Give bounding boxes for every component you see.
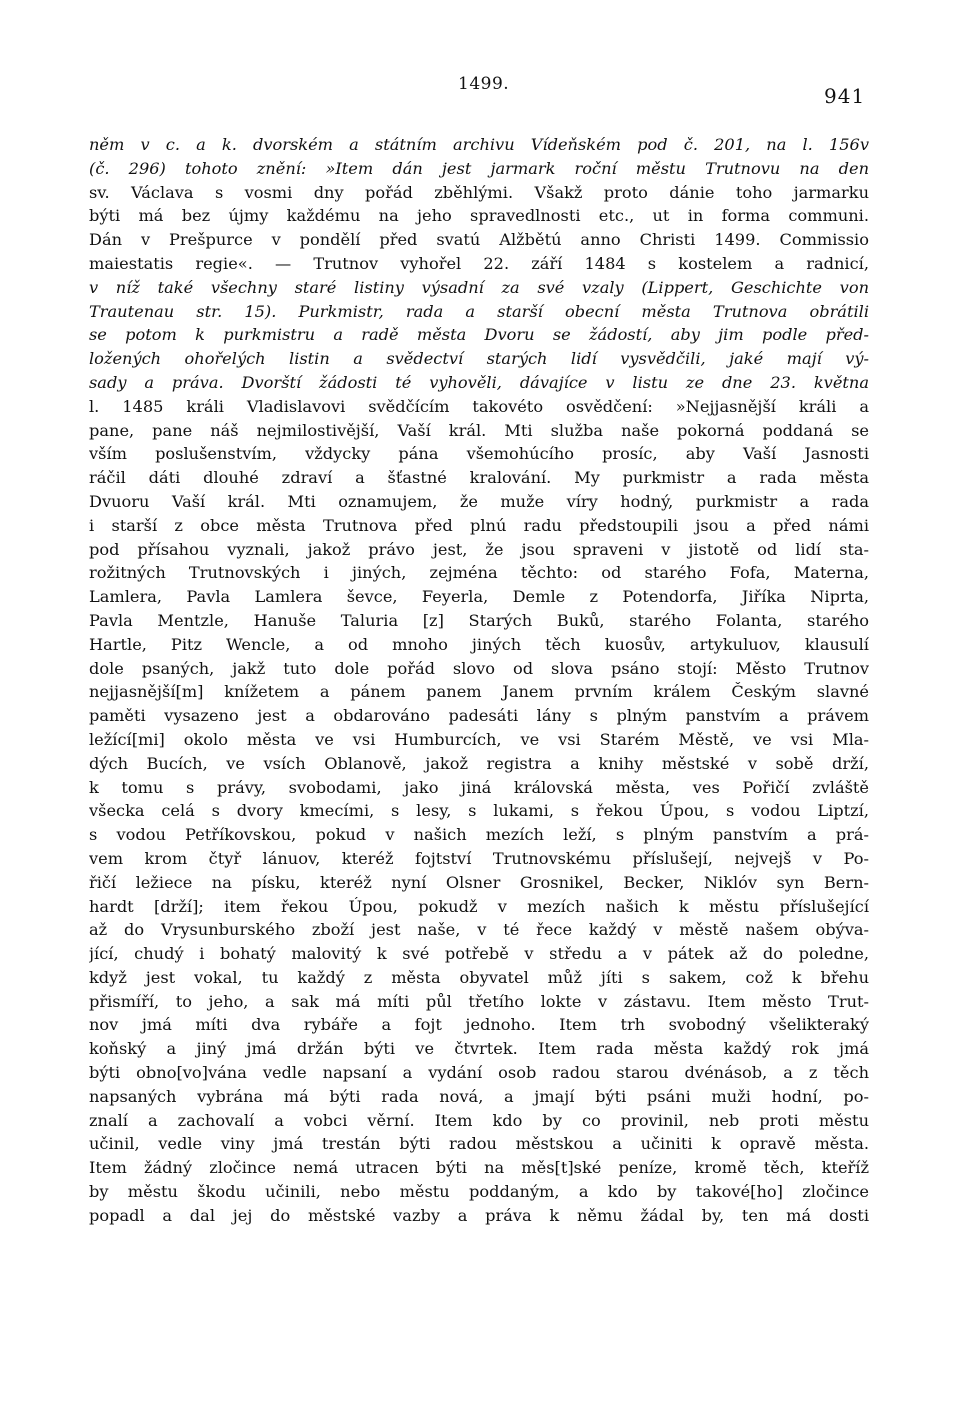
text-line: popadl a dal jej do městské vazby a práva k němu žádal by, ten má dosti [89, 1205, 869, 1225]
text-line: by městu škodu učinili, nebo městu poddaným, a kdo by takové[ho] zločince [89, 1182, 869, 1202]
text-line: něm v c. a k. dvorském a státním archivu Vídeňském pod č. 201, na l. 156v [89, 135, 869, 154]
text-line: vem krom čtyř lánuov, kteréž fojtství Trutnovskému příslušejí, nejvejš v Po- [89, 848, 869, 868]
text-line: pane, pane náš nejmilostivější, Vaší král. Mti službа naše pokorná poddaná se [89, 420, 869, 440]
text-line: (č. 296) tohoto znění: »Item dán jest jarmark roční městu Trutnovu na den [89, 158, 869, 178]
text-line: učinil, vedle viny jmá trestán býti radou městskou a učiniti k opravě města. [89, 1134, 869, 1154]
header-year: 1499. [458, 74, 510, 94]
text-line: Item žádný zločince nemá utracen býti na měs[t]ské peníze, kromě těch, kteříž [89, 1158, 869, 1178]
text-line: vším poslušenstvím, vždycky pána všemohúcího prosíc, aby Vaší Jasnosti [89, 444, 869, 464]
text-line: všecka celá s dvory kmecími, s lesy, s lukami, s řekou Úpou, s vodou Liptzí, [89, 801, 869, 821]
text-line: nejjasnější[m] knížetem a pánem panem Janem prvním králem Českým slavné [89, 682, 869, 702]
text-line: Trautenau str. 15). Purkmistr, rada a starší obecní města Trutnova obrátili [89, 301, 869, 321]
text-line: ložených ohořelých listin a svědectví starých lidí vysvědčili, jaké mají vý- [89, 349, 869, 369]
text-line: hardt [drží]; item řekou Úpou, pokudž v mezích našich k městu příslušející [89, 896, 869, 916]
page-number: 941 [824, 84, 866, 108]
text-line: napsaných vybrána má býti rada nová, a jmají býti psáni muži hodní, po- [89, 1086, 869, 1106]
text-line: nov jmá míti dva rybáře a fojt jednoho. Item trh svobodný všelikteraký [89, 1015, 869, 1035]
text-line: řičí ležiece na písku, kteréž nyní Olsner Grosnikel, Becker, Niklóv syn Bern- [89, 872, 869, 892]
text-line: maiestatis regie«. — Trutnov vyhořel 22. září 1484 s kostelem a radnicí, [89, 253, 869, 273]
text-line: když jest vokal, tu každý z města obyvatel můž jíti s sakem, což k břehu [89, 967, 869, 987]
text-line: s vodou Petříkovskou, pokud v našich mezích leží, s plným panstvím a prá- [89, 825, 869, 845]
text-line: v níž také všechny staré listiny výsadní za své vzaly (Lippert, Geschichte von [89, 277, 869, 297]
text-line: Pavla Mentzle, Hanuše Taluria [z] Starých Buků, starého Folanta, starého [89, 610, 869, 630]
text-line: ležící[mi] okolo města ve vsi Humburcích, ve vsi Starém Městě, ve vsi Mla- [89, 729, 869, 749]
text-line: býti má bez újmy každému na jeho spravedlnosti etc., ut in forma communi. [89, 206, 869, 226]
text-line: dole psaných, jakž tuto dole pořád slovo od slova psáno stojí: Město Trutnov [89, 658, 869, 678]
text-line: dých Bucích, ve vsích Oblanově, jakož registra a knihy městské v sobě drží, [89, 753, 869, 773]
text-line: jící, chudý i bohatý malovitý k své potřebě v středu a v pátek až do poledne, [89, 944, 869, 964]
text-line: k tomu s právy, svobodami, jako jiná královská města, ves Pořičí zvláště [89, 777, 869, 797]
text-line: Dvuoru Vaší král. Mti oznamujem, že muže víry hodný, purkmistr a rada [89, 491, 869, 511]
text-line: Lamlera, Pavla Lamlera ševce, Feyerla, Demle z Potendorfa, Jiříka Niprta, [89, 587, 869, 607]
text-line: koňský a jiný jmá držán býti ve čtvrtek. Item rada města každý rok jmá [89, 1039, 869, 1059]
text-line: rožitných Trutnovských i jiných, zejména těchto: od starého Fofa, Materna, [89, 563, 869, 583]
body-text [89, 133, 869, 1251]
text-line: sady a práva. Dvorští žádosti té vyhověli, dávajíce v listu ze dne 23. května [89, 372, 869, 392]
text-line: ráčil dáti dlouhé zdraví a šťastné kralování. My purkmistr a rada města [89, 468, 869, 488]
text-line: i starší z obce města Trutnova před plnú radu předstoupili jsou a před námi [89, 515, 869, 535]
text-line: až do Vrysunburského zboží jest naše, v té řece každý v městě našem obýva- [89, 920, 869, 940]
text-line [89, 1228, 869, 1252]
text-line: pod přísahou vyznali, jakož právo jest, že jsou spraveni v jistotě od lidí sta- [89, 539, 869, 559]
text-line: l. 1485 králi Vladislavovi svědčícím takovéto osvědčení: »Nejjasnější králi a [89, 396, 869, 416]
text-line: přismíří, to jeho, a sak má míti půl třetího lokte v zástavu. Item město Trut- [89, 991, 869, 1011]
text-line: sv. Václava s vosmi dny pořád zběhlými. Všakž proto dánie toho jarmarku [89, 182, 869, 202]
text-line: paměti vysazeno jest a obdarováno padesáti lány s plným panstvím a právem [89, 706, 869, 726]
text-line: znalí a zachovalí a vobci věrní. Item kdo by co provinil, neb proti městu [89, 1110, 869, 1130]
text-line: býti obno[vo]vána vedle napsaní a vydání osob radou starou dvénásob, a z těch [89, 1063, 869, 1083]
text-line: Dán v Prešpurce v pondělí před svatú Alžbětú anno Christi 1499. Commissio [89, 230, 869, 250]
text-line: Hartle, Pitz Wencle, a od mnoho jiných těch kuosův, artykuluov, klausulí [89, 634, 869, 654]
text-line: se potom k purkmistru a radě města Dvoru se žádostí, aby jim podle před- [89, 325, 869, 345]
